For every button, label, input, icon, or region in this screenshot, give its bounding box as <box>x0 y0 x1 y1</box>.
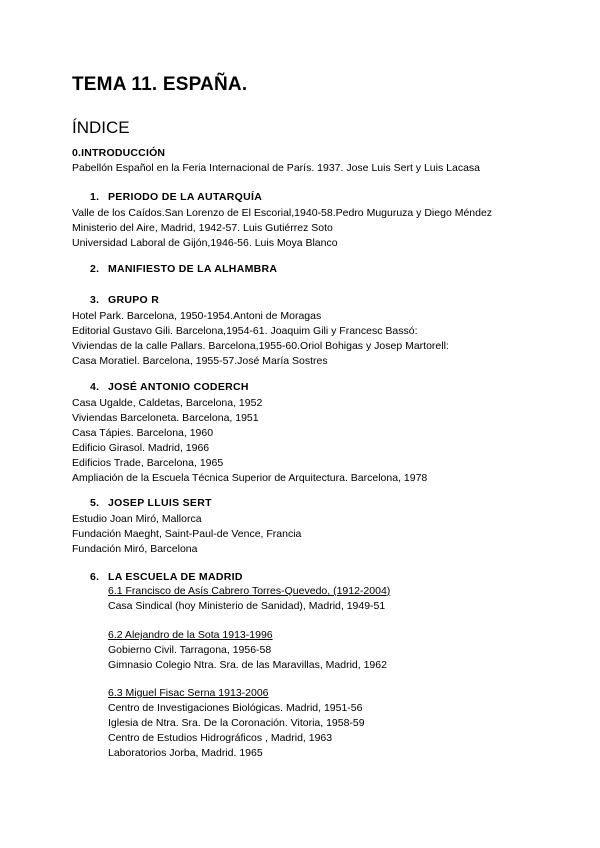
subsection-heading: 6.1 Francisco de Asís Cabrero Torres-Quevedo, (1912-2004) <box>108 585 391 597</box>
subsection-line: Gobierno Civil. Tarragona, 1956-58 <box>108 644 272 656</box>
section-line: Ministerio del Aire, Madrid, 1942-57. Luis Gutiérrez Soto <box>72 222 333 234</box>
section-line: Fundación Maeght, Saint-Paul-de Vence, Francia <box>72 528 302 540</box>
intro-section <box>72 146 542 176</box>
section-number: 1. <box>90 191 100 203</box>
section-autarquia <box>72 190 542 251</box>
section-line: Editorial Gustavo Gili. Barcelona,1954-61. Joaquim Gili y Francesc Bassó: <box>72 325 418 337</box>
section-number: 3. <box>90 294 100 306</box>
subsection-line: Casa Sindical (hoy Ministerio de Sanidad), Madrid, 1949-51 <box>108 600 386 612</box>
section-line: Valle de los Caídos.San Lorenzo de El Escorial,1940-58.Pedro Muguruza y Diego Méndez <box>72 207 493 219</box>
index-heading: ÍNDICE <box>72 118 130 137</box>
section-heading <box>72 293 542 308</box>
section-heading <box>72 262 542 277</box>
subsection-line: Iglesia de Ntra. Sra. De la Coronación. Vitoria, 1958-59 <box>108 717 365 729</box>
section-heading-text: LA ESCUELA DE MADRID <box>108 571 243 583</box>
section-heading-text: MANIFIESTO DE LA ALHAMBRA <box>108 263 278 275</box>
section-line: Edificio Girasol. Madrid, 1966 <box>72 442 210 454</box>
subsection-cabrero <box>108 584 548 614</box>
subsection-line: Centro de Estudios Hidrográficos , Madrid, 1963 <box>108 732 333 744</box>
section-heading <box>72 190 542 205</box>
section-line: Casa Ugalde, Caldetas, Barcelona, 1952 <box>72 397 263 409</box>
subsection-fisac <box>108 686 548 761</box>
section-heading <box>72 570 542 585</box>
section-heading <box>72 380 542 395</box>
section-line: Ampliación de la Escuela Técnica Superior de Arquitectura. Barcelona, 1978 <box>72 472 428 484</box>
subsection-heading: 6.2 Alejandro de la Sota 1913-1996 <box>108 629 273 641</box>
section-line: Casa Tápies. Barcelona, 1960 <box>72 427 214 439</box>
section-coderch <box>72 380 542 486</box>
section-heading-text: JOSÉ ANTONIO CODERCH <box>108 381 249 393</box>
document-title: TEMA 11. ESPAÑA. <box>72 74 248 95</box>
section-line: Estudio Joan Miró, Mallorca <box>72 513 202 525</box>
section-line: Edificios Trade, Barcelona, 1965 <box>72 457 224 469</box>
section-line: Fundación Miró, Barcelona <box>72 543 198 555</box>
section-number: 5. <box>90 497 100 509</box>
section-heading-text: GRUPO R <box>108 294 160 306</box>
section-heading-text: JOSEP LLUIS SERT <box>108 497 212 509</box>
section-heading-text: PERIODO DE LA AUTARQUÍA <box>108 191 263 203</box>
section-line: Viviendas Barceloneta. Barcelona, 1951 <box>72 412 259 424</box>
subsection-line: Centro de Investigaciones Biológicas. Madrid, 1951-56 <box>108 702 363 714</box>
subsection-sota <box>108 628 548 673</box>
section-line: Hotel Park. Barcelona, 1950-1954.Antoni de Moragas <box>72 310 322 322</box>
intro-line: Pabellón Español en la Feria Internacional de París. 1937. Jose Luis Sert y Luis Lacasa <box>72 162 480 174</box>
section-number: 2. <box>90 263 100 275</box>
subsection-line: Laboratorios Jorba, Madrid. 1965 <box>108 747 263 759</box>
intro-heading: 0.INTRODUCCIÓN <box>72 147 166 159</box>
section-heading <box>72 496 542 511</box>
section-number: 6. <box>90 571 100 583</box>
subsection-line: Gimnasio Colegio Ntra. Sra. de las Maravillas, Madrid, 1962 <box>108 659 387 671</box>
section-sert <box>72 496 542 557</box>
section-alhambra <box>72 262 542 278</box>
subsection-heading: 6.3 Miguel Fisac Serna 1913-2006 <box>108 687 269 699</box>
section-grupo-r <box>72 293 542 369</box>
section-line: Casa Moratiel. Barcelona, 1955-57.José María Sostres <box>72 355 328 367</box>
section-line: Viviendas de la calle Pallars. Barcelona,1955-60.Oriol Bohigas y Josep Martorell: <box>72 340 449 352</box>
section-line: Universidad Laboral de Gijón,1946-56. Luis Moya Blanco <box>72 237 338 249</box>
section-number: 4. <box>90 381 100 393</box>
